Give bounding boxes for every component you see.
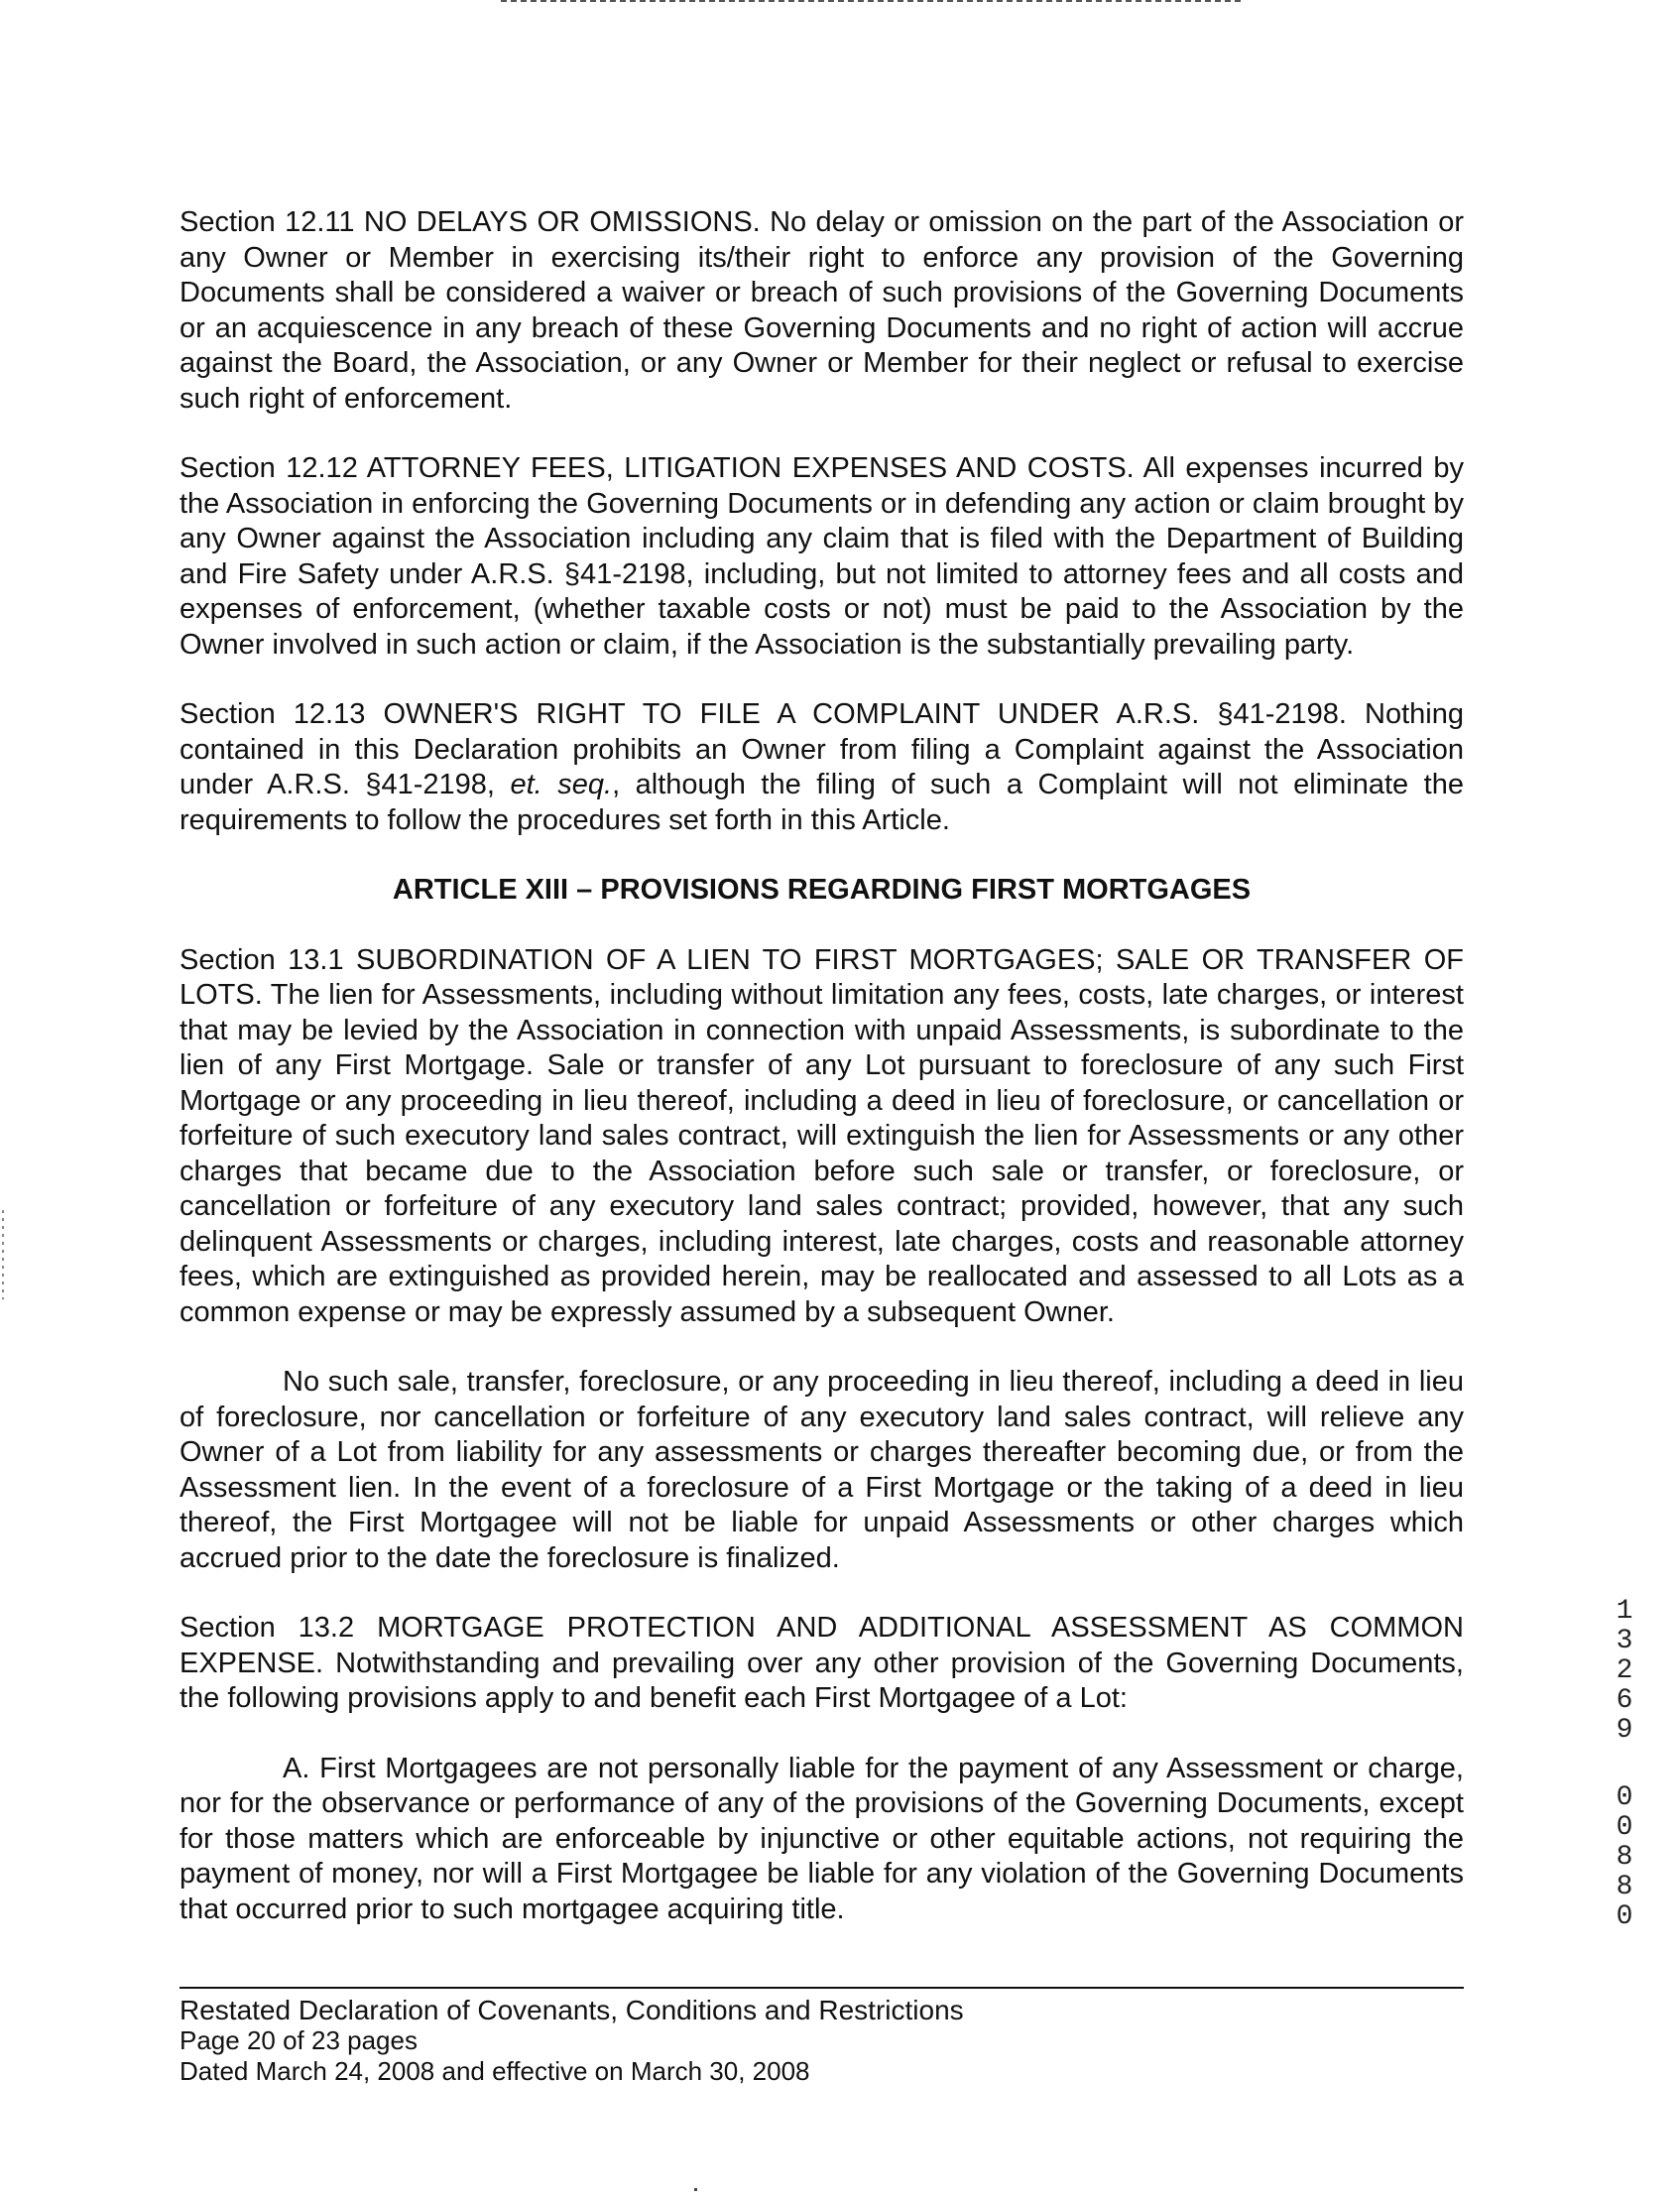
section-12-13 [180,697,1464,838]
article-xiii-heading: ARTICLE XIII – PROVISIONS REGARDING FIRST MORTGAGES [392,874,1252,906]
section-12-11: Section 12.11 NO DELAYS OR OMISSIONS. No delay or omission on the part of the Association or any Owner or Member in exercising its/their right to enforce any provision of the Governing Documents shall be considered a waiver or breach of such provisions of the Governing Documents or an acquiescence in any breach of these Governing Documents and no right of action will accrue against the Board, the Association, or any Owner or Member for their neglect or refusal to exercise such right of enforcement. [180,206,1464,415]
stamp-digit: 8 [1616,1842,1633,1873]
recording-stamp [1612,1597,1637,1932]
section-12-12: Section 12.12 ATTORNEY FEES, LITIGATION EXPENSES AND COSTS. All expenses incurred by the Association in enforcing the Governing Documents or in defending any action or claim brought by any Owner against the Association including any claim that is filed with the Department of Building and Fire Safety under A.R.S. §41-2198, including, but not limited to attorney fees and all costs and expenses of enforcement, (whether taxable costs or not) must be paid to the Association by the Owner involved in such action or claim, if the Association is the substantially prevailing party. [180,452,1464,661]
stamp-gap [1612,1746,1637,1783]
stamp-digit: 0 [1616,1901,1633,1932]
stamp-digit: 9 [1616,1715,1633,1746]
section-13-1-continued: No such sale, transfer, foreclosure, or any proceeding in lieu thereof, including a deed in lieu of foreclosure, nor cancellation or forfeiture of any executory land sales contract, will relieve any Owner of a Lot from liability for any assessments or charges thereafter becoming due, or from the Assessment lien. In the event of a foreclosure of a First Mortgage or the taking of a deed in lieu thereof, the First Mortgagee will not be liable for unpaid Assessments or other charges which accrued prior to the date the foreclosure is finalized. [180,1366,1464,1574]
stamp-digit: 0 [1616,1812,1633,1843]
section-12-13-text-b: , although the filing of such a Complaint will not eliminate the requirements to follow the procedures set forth in this Article. [180,769,1464,836]
stamp-digit: 1 [1616,1596,1633,1627]
section-13-1: Section 13.1 SUBORDINATION OF A LIEN TO FIRST MORTGAGES; SALE OR TRANSFER OF LOTS. The lien for Assessments, including without limitation any fees, costs, late charges, or interest that may be levied by the Association in connection with unpaid Assessments, is subordinate to the lien of any First Mortgage. Sale or transfer of any Lot pursuant to foreclosure of any such First Mortgage or any proceeding in lieu thereof, including a deed in lieu of foreclosure, or cancellation or forfeiture of such executory land sales contract, will extinguish the lien for Assessments or any other charges that became due to the Association before such sale or transfer, or foreclosure, or cancellation or forfeiture of any executory land sales contract; provided, however, that any such delinquent Assessments or charges, including interest, late charges, costs and reasonable attorney fees, which are extinguished as provided herein, may be reallocated and assessed to all Lots as a common expense or may be expressly assumed by a subsequent Owner. [180,943,1464,1328]
scan-top-edge [501,0,1245,2]
stamp-digit: 8 [1616,1872,1633,1902]
footer-date: Dated March 24, 2008 and effective on March 30, 2008 [180,2056,810,2086]
section-12-13-italic: et. seq. [510,769,613,800]
scan-left-speck [2,1210,4,1299]
section-12-13-text-a: Section 12.13 OWNER'S RIGHT TO FILE A COMPLAINT UNDER A.R.S. §41-2198. Nothing contained in this Declaration prohibits an Owner from filing a Complaint against the Association under A.R.S. §41-2198, [180,698,1464,800]
document-body [180,205,1464,1962]
footer-document-title: Restated Declaration of Covenants, Conditions and Restrictions [180,1995,964,2025]
scan-speck [694,2188,697,2191]
section-13-2-a: A. First Mortgagees are not personally liable for the payment of any Assessment or charge, nor for the observance or performance of any of the provisions of the Governing Documents, except for those matters which are enforceable by injunctive or other equitable actions, not requiring the payment of money, nor will a First Mortgagee be liable for any violation of the Governing Documents that occurred prior to such mortgagee acquiring title. [180,1752,1464,1925]
page-footer [180,1987,1464,2087]
stamp-digit: 0 [1616,1782,1633,1813]
section-13-2: Section 13.2 MORTGAGE PROTECTION AND ADDITIONAL ASSESSMENT AS COMMON EXPENSE. Notwithstanding and prevailing over any other provision of the Governing Documents, the following provisions apply to and benefit each First Mortgagee of a Lot: [180,1612,1464,1714]
stamp-digit: 3 [1616,1626,1633,1656]
stamp-digit: 6 [1616,1685,1633,1716]
footer-page-number: Page 20 of 23 pages [180,2025,418,2055]
stamp-digit: 2 [1616,1655,1633,1686]
